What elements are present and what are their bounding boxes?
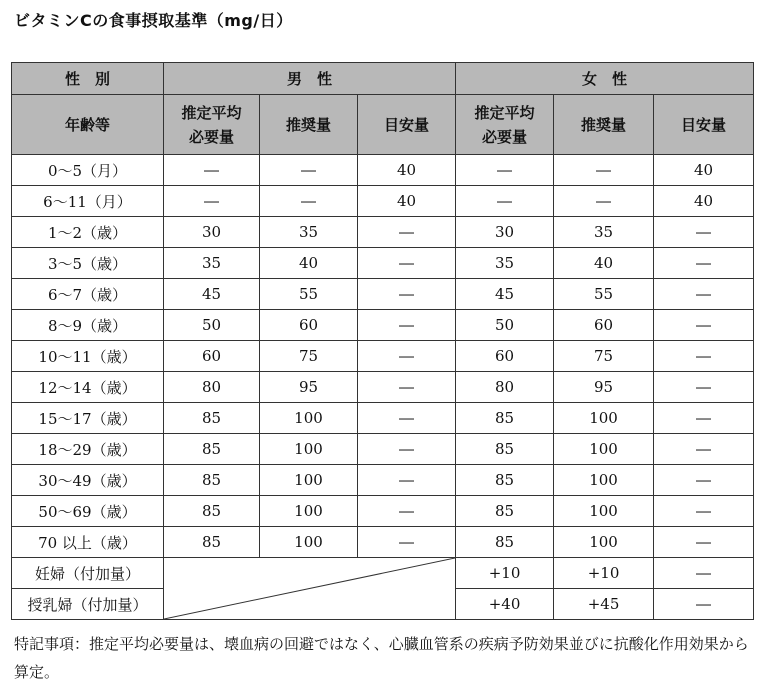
male-ai-cell: ―	[358, 248, 456, 279]
male-ear-cell: 80	[164, 372, 260, 403]
female-ear-cell: 85	[456, 403, 554, 434]
male-rda-cell: 95	[260, 372, 358, 403]
table-row	[12, 217, 754, 248]
age-cell: 70 以上（歳）	[12, 527, 164, 558]
male-ai-cell: 40	[358, 186, 456, 217]
male-ai-cell: ―	[358, 217, 456, 248]
male-ear-cell: ―	[164, 186, 260, 217]
document-title: ビタミンCの食事摂取基準（mg/日）	[14, 11, 293, 30]
female-ai-cell: ―	[654, 217, 754, 248]
male-ear-cell: 85	[164, 496, 260, 527]
female-ai-cell: ―	[654, 496, 754, 527]
female-ear-cell: 45	[456, 279, 554, 310]
age-cell: 15～17（歳）	[12, 403, 164, 434]
male-ear-cell: 45	[164, 279, 260, 310]
female-ai-cell: ―	[654, 465, 754, 496]
male-ear-cell: 50	[164, 310, 260, 341]
female-ear-cell: 35	[456, 248, 554, 279]
male-ear-cell: 85	[164, 465, 260, 496]
table-row	[12, 434, 754, 465]
female-ai-cell: ―	[654, 403, 754, 434]
female-rda-cell: 100	[554, 434, 654, 465]
female-ear-cell: ―	[456, 155, 554, 186]
table-row	[12, 403, 754, 434]
female-ear-cell: 80	[456, 372, 554, 403]
male-ai-cell: ―	[358, 279, 456, 310]
age-cell: 6～7（歳）	[12, 279, 164, 310]
male-ear-cell: 30	[164, 217, 260, 248]
age-cell: 3～5（歳）	[12, 248, 164, 279]
female-ear-cell: ―	[456, 186, 554, 217]
table-row	[12, 310, 754, 341]
female-ear-cell: 30	[456, 217, 554, 248]
male-rda-cell: 100	[260, 496, 358, 527]
male-rda-cell: 55	[260, 279, 358, 310]
female-rda-cell: 75	[554, 341, 654, 372]
table-row	[12, 341, 754, 372]
female-ear-cell: +40	[456, 589, 554, 620]
male-ai-header: 目安量	[358, 95, 456, 155]
female-ear-header	[456, 95, 554, 155]
male-ear-cell: 85	[164, 527, 260, 558]
male-rda-cell: 35	[260, 217, 358, 248]
age-cell: 10～11（歳）	[12, 341, 164, 372]
female-ear-cell: +10	[456, 558, 554, 589]
female-rda-cell: 55	[554, 279, 654, 310]
female-ai-cell: ―	[654, 341, 754, 372]
female-ear-cell: 50	[456, 310, 554, 341]
age-cell: 1～2（歳）	[12, 217, 164, 248]
ear-line2: 必要量	[482, 127, 528, 146]
male-rda-cell: 40	[260, 248, 358, 279]
table-row	[12, 496, 754, 527]
male-header: 男 性	[164, 63, 456, 95]
ear-line1: 推定平均	[181, 103, 242, 122]
age-cell: 0～5（月）	[12, 155, 164, 186]
female-ai-cell: 40	[654, 155, 754, 186]
not-applicable-diagonal-cell	[164, 558, 456, 620]
male-ear-cell: 85	[164, 434, 260, 465]
female-ear-cell: 85	[456, 465, 554, 496]
table-row	[12, 527, 754, 558]
male-rda-cell: ―	[260, 186, 358, 217]
table-row	[12, 248, 754, 279]
sex-header: 性 別	[12, 63, 164, 95]
age-header: 年齢等	[12, 95, 164, 155]
female-rda-cell: 40	[554, 248, 654, 279]
female-ai-cell: ―	[654, 372, 754, 403]
special-note: 特記事項：推定平均必要量は、壊血病の回避ではなく、心臓血管系の疾病予防効果並びに抗酸化作用効果から算定。	[14, 635, 749, 681]
male-ai-cell: ―	[358, 434, 456, 465]
female-ai-header: 目安量	[654, 95, 754, 155]
table-row	[12, 186, 754, 217]
male-ai-cell: ―	[358, 465, 456, 496]
age-cell: 授乳婦（付加量）	[12, 589, 164, 620]
female-ai-cell: ―	[654, 558, 754, 589]
female-ai-cell: ―	[654, 527, 754, 558]
male-ear-cell: 85	[164, 403, 260, 434]
male-ai-cell: ―	[358, 527, 456, 558]
table-row	[12, 465, 754, 496]
female-rda-cell: 100	[554, 465, 654, 496]
male-ai-cell: ―	[358, 310, 456, 341]
ear-line1: 推定平均	[474, 103, 535, 122]
female-ear-cell: 60	[456, 341, 554, 372]
male-ear-cell: 60	[164, 341, 260, 372]
female-ai-cell: 40	[654, 186, 754, 217]
female-rda-cell: 95	[554, 372, 654, 403]
female-header: 女 性	[456, 63, 754, 95]
female-rda-cell: ―	[554, 155, 654, 186]
age-cell: 18～29（歳）	[12, 434, 164, 465]
male-rda-cell: 60	[260, 310, 358, 341]
female-ai-cell: ―	[654, 279, 754, 310]
female-ai-cell: ―	[654, 248, 754, 279]
female-rda-cell: 100	[554, 403, 654, 434]
female-rda-cell: 100	[554, 527, 654, 558]
male-ear-cell: 35	[164, 248, 260, 279]
female-ear-cell: 85	[456, 496, 554, 527]
ear-line2: 必要量	[188, 127, 234, 146]
male-ai-cell: ―	[358, 341, 456, 372]
male-rda-cell: 100	[260, 465, 358, 496]
male-ai-cell: ―	[358, 372, 456, 403]
female-rda-cell: +45	[554, 589, 654, 620]
male-ear-cell: ―	[164, 155, 260, 186]
female-ear-cell: 85	[456, 527, 554, 558]
female-ai-cell: ―	[654, 589, 754, 620]
vitamin-c-intake-table	[11, 62, 754, 620]
female-rda-cell: +10	[554, 558, 654, 589]
diagonal-line	[164, 558, 455, 619]
female-rda-cell: 60	[554, 310, 654, 341]
female-ai-cell: ―	[654, 434, 754, 465]
female-ear-cell: 85	[456, 434, 554, 465]
male-rda-cell: 100	[260, 403, 358, 434]
male-ai-cell: ―	[358, 403, 456, 434]
male-rda-cell: 100	[260, 434, 358, 465]
male-ear-header	[164, 95, 260, 155]
age-cell: 30～49（歳）	[12, 465, 164, 496]
female-rda-cell: ―	[554, 186, 654, 217]
age-cell: 妊婦（付加量）	[12, 558, 164, 589]
male-rda-cell: 100	[260, 527, 358, 558]
age-cell: 6～11（月）	[12, 186, 164, 217]
table-row	[12, 372, 754, 403]
male-ai-cell: 40	[358, 155, 456, 186]
male-rda-header: 推奨量	[260, 95, 358, 155]
table-row-pregnant	[12, 558, 754, 589]
male-rda-cell: ―	[260, 155, 358, 186]
age-cell: 50～69（歳）	[12, 496, 164, 527]
female-ai-cell: ―	[654, 310, 754, 341]
age-cell: 8～9（歳）	[12, 310, 164, 341]
female-rda-header: 推奨量	[554, 95, 654, 155]
table-row	[12, 279, 754, 310]
male-ai-cell: ―	[358, 496, 456, 527]
female-rda-cell: 100	[554, 496, 654, 527]
male-rda-cell: 75	[260, 341, 358, 372]
age-cell: 12～14（歳）	[12, 372, 164, 403]
table-row	[12, 155, 754, 186]
female-rda-cell: 35	[554, 217, 654, 248]
